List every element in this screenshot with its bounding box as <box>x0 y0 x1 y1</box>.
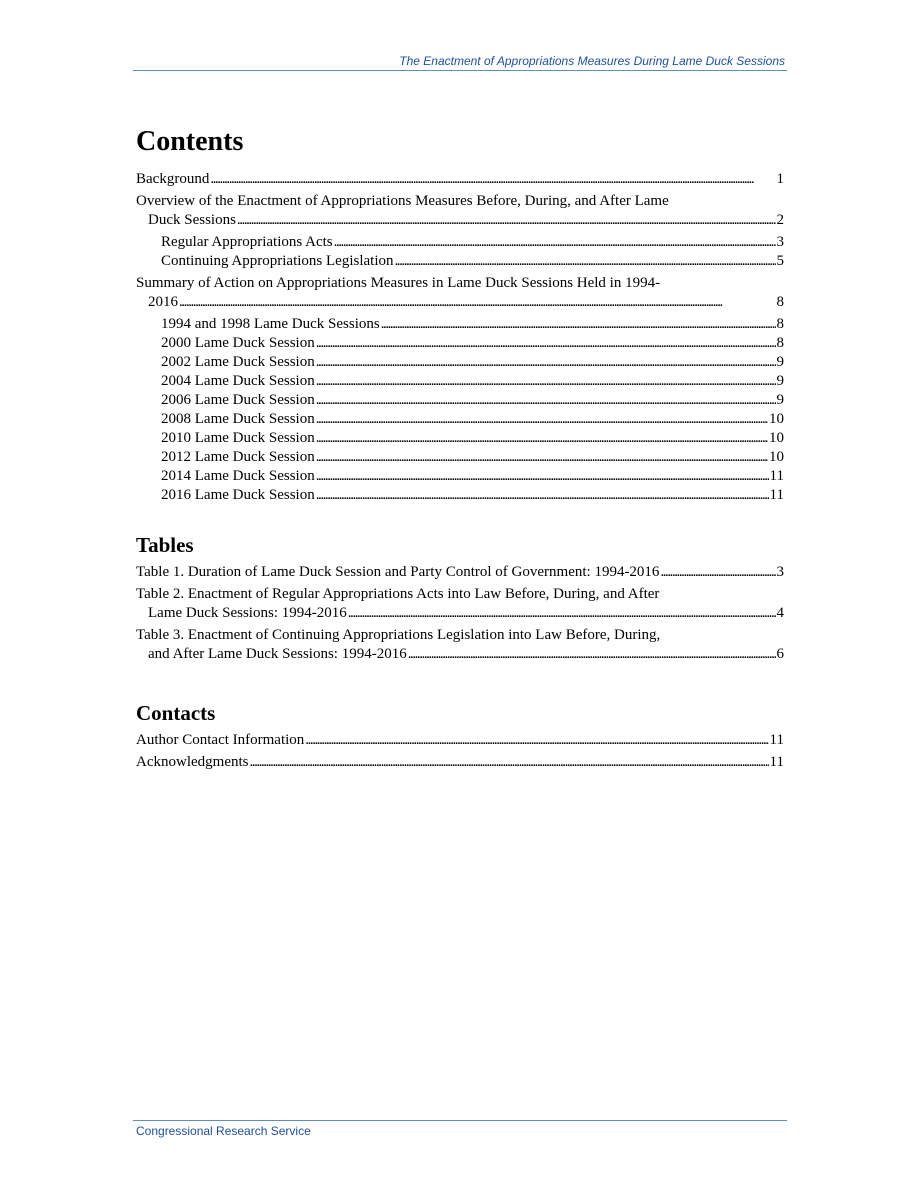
dot-leader <box>316 372 776 391</box>
dot-leader <box>348 604 776 623</box>
dot-leader <box>316 334 776 353</box>
toc-entry-label: 2016 Lame Duck Session <box>161 487 315 503</box>
dot-leader <box>316 429 768 448</box>
toc-entry-page: 10 <box>769 430 784 446</box>
dot-leader <box>249 753 768 772</box>
dot-leader <box>179 293 776 312</box>
toc-entry-label: Background <box>136 171 210 187</box>
toc-entry-page: 11 <box>769 487 784 503</box>
toc-entry-label: 2008 Lame Duck Session <box>161 411 315 427</box>
toc-entry-label: Lame Duck Sessions: 1994-2016 <box>148 605 347 621</box>
toc-entry-label: 2000 Lame Duck Session <box>161 335 315 351</box>
toc-entry-label: 2004 Lame Duck Session <box>161 373 315 389</box>
toc-entry-label: 2014 Lame Duck Session <box>161 468 315 484</box>
dot-leader <box>381 315 776 334</box>
toc-entry[interactable] <box>136 448 784 467</box>
contacts-list <box>136 731 784 772</box>
toc-entry[interactable] <box>136 429 784 448</box>
toc-entry[interactable] <box>136 391 784 410</box>
toc-entry[interactable] <box>136 486 784 505</box>
toc-entry[interactable] <box>136 353 784 372</box>
dot-leader <box>210 170 775 189</box>
dot-leader <box>334 233 776 252</box>
toc-entry-label: Acknowledgments <box>136 754 249 770</box>
toc-entry-label: 2006 Lame Duck Session <box>161 392 315 408</box>
toc-entry[interactable] <box>136 753 784 772</box>
footer-organization: Congressional Research Service <box>136 1124 311 1138</box>
toc-entry-label: Table 1. Duration of Lame Duck Session and Party Control of Government: 1994-2016 <box>136 564 660 580</box>
page-footer <box>133 1120 787 1138</box>
dot-leader <box>316 353 776 372</box>
page-header <box>133 54 787 71</box>
toc-entry[interactable] <box>136 467 784 486</box>
toc-entry-page: 11 <box>769 754 784 770</box>
toc-entry-page: 8 <box>776 294 784 310</box>
toc-entry-label: 2002 Lame Duck Session <box>161 354 315 370</box>
toc-entry-first-line: Overview of the Enactment of Appropriations Measures Before, During, and After Lame <box>136 193 669 209</box>
toc-entry-page: 3 <box>776 234 784 250</box>
dot-leader <box>316 467 769 486</box>
toc-entry-label: Author Contact Information <box>136 732 305 748</box>
toc-entry-label: 2016 <box>148 294 178 310</box>
toc-entry-page: 11 <box>769 732 784 748</box>
toc-entry[interactable] <box>136 585 784 623</box>
dot-leader <box>395 252 776 271</box>
toc-entry-page: 8 <box>776 335 784 351</box>
toc-entry-page: 3 <box>776 564 784 580</box>
dot-leader <box>316 486 769 505</box>
toc-entry[interactable] <box>136 315 784 334</box>
toc-entry[interactable] <box>136 334 784 353</box>
toc-entry-label: Duck Sessions <box>148 212 236 228</box>
dot-leader <box>316 391 776 410</box>
toc-entry-label: 2010 Lame Duck Session <box>161 430 315 446</box>
toc-entry[interactable] <box>136 233 784 252</box>
document-body <box>136 122 784 775</box>
toc-entry-page: 8 <box>776 316 784 332</box>
dot-leader <box>660 563 775 582</box>
toc-entry-page: 10 <box>769 411 784 427</box>
toc-entry-first-line: Table 2. Enactment of Regular Appropriations Acts into Law Before, During, and After <box>136 586 660 602</box>
toc-entry-page: 5 <box>776 253 784 269</box>
dot-leader <box>316 410 768 429</box>
toc-entry[interactable] <box>136 274 784 312</box>
dot-leader <box>237 211 776 230</box>
contacts-heading: Contacts <box>136 701 216 725</box>
toc-entry[interactable] <box>136 731 784 750</box>
toc-entry[interactable] <box>136 563 784 582</box>
contents-list <box>136 170 784 505</box>
toc-entry-page: 6 <box>776 646 784 662</box>
toc-entry[interactable] <box>136 626 784 664</box>
toc-entry-page: 1 <box>776 171 784 187</box>
tables-heading: Tables <box>136 533 194 557</box>
toc-entry[interactable] <box>136 372 784 391</box>
toc-entry[interactable] <box>136 170 784 189</box>
toc-entry-page: 10 <box>769 449 784 465</box>
toc-entry[interactable] <box>136 252 784 271</box>
toc-entry-page: 2 <box>776 212 784 228</box>
toc-entry-label: 2012 Lame Duck Session <box>161 449 315 465</box>
toc-entry[interactable] <box>136 192 784 230</box>
toc-entry-page: 9 <box>776 354 784 370</box>
dot-leader <box>316 448 768 467</box>
toc-entry-page: 4 <box>776 605 784 621</box>
toc-entry-label: 1994 and 1998 Lame Duck Sessions <box>161 316 380 332</box>
tables-list <box>136 563 784 664</box>
toc-entry-label: Regular Appropriations Acts <box>161 234 333 250</box>
toc-entry-page: 9 <box>776 373 784 389</box>
dot-leader <box>408 645 776 664</box>
toc-entry-label: and After Lame Duck Sessions: 1994-2016 <box>148 646 407 662</box>
dot-leader <box>305 731 768 750</box>
toc-entry-label: Continuing Appropriations Legislation <box>161 253 394 269</box>
toc-entry-first-line: Table 3. Enactment of Continuing Appropriations Legislation into Law Before, During, <box>136 627 661 643</box>
toc-entry-page: 11 <box>769 468 784 484</box>
contents-heading: Contents <box>136 126 244 157</box>
toc-entry[interactable] <box>136 410 784 429</box>
running-header-title: The Enactment of Appropriations Measures During Lame Duck Sessions <box>399 54 785 68</box>
toc-entry-page: 9 <box>776 392 784 408</box>
toc-entry-first-line: Summary of Action on Appropriations Measures in Lame Duck Sessions Held in 1994- <box>136 275 661 291</box>
